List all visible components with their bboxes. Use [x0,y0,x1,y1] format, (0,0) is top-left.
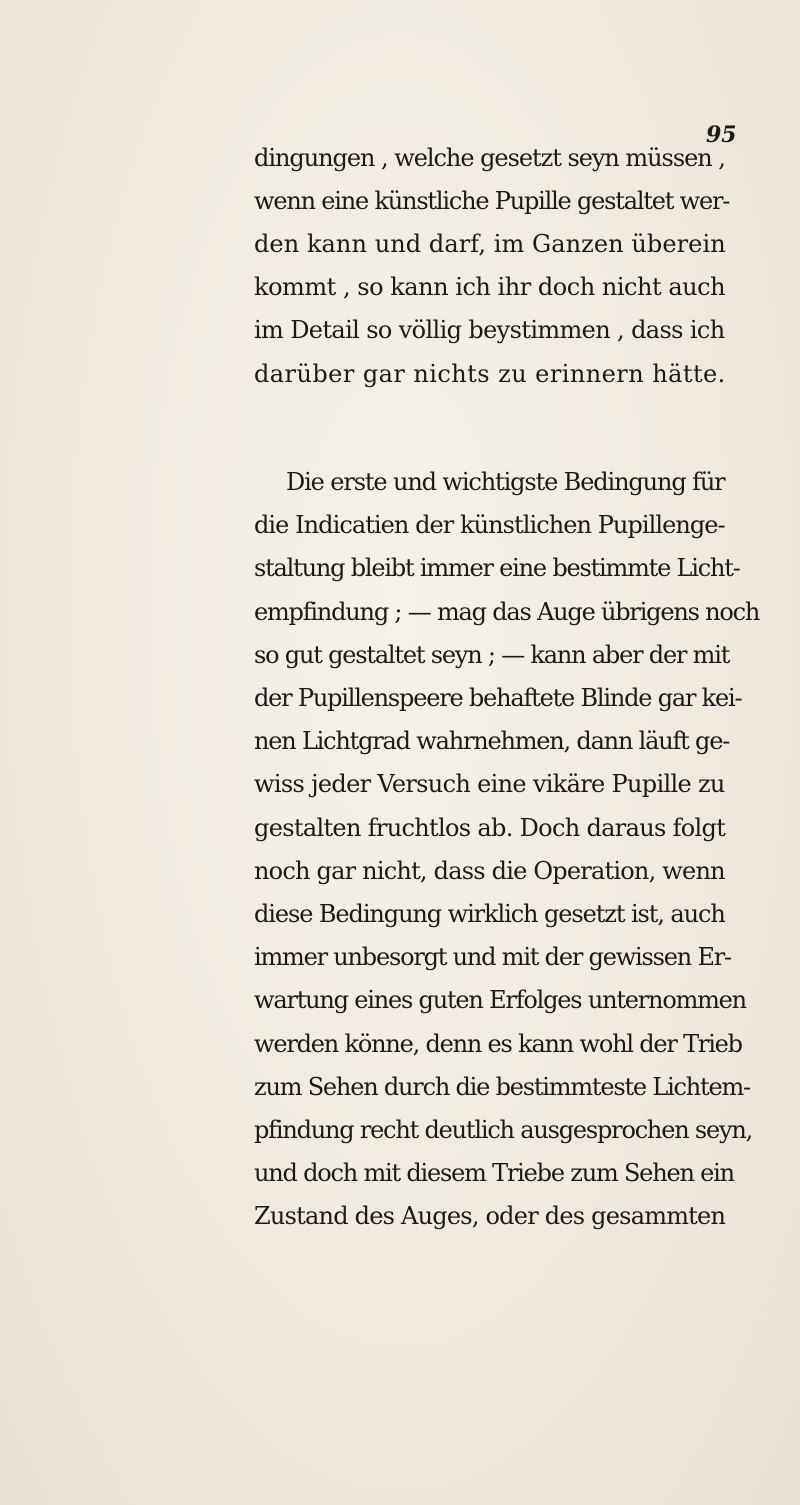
text-line: den kann und darf, im Ganzen überein [254,230,726,258]
text-line: kommt , so kann ich ihr doch nicht auch [254,273,726,301]
text-line: dingungen , welche gesetzt seyn müssen , [254,144,725,172]
text-line: staltung bleibt immer eine bestimmte Licht- [254,554,740,582]
text-line: so gut gestaltet seyn ; — kann aber der mit [254,641,730,669]
text-line: Die erste und wichtigste Bedingung für [286,468,725,496]
text-line: die Indicatien der künstlichen Pupillenge- [254,511,725,539]
text-line: der Pupillenspeere behaftete Blinde gar kei- [254,684,742,712]
page-number: 95 [706,122,737,148]
text-line: empfindung ; — mag das Auge übrigens noch [254,598,760,626]
text-line: noch gar nicht, dass die Operation, wenn [254,857,725,885]
text-line: pfindung recht deutlich ausgesprochen seyn, [254,1116,753,1144]
text-line: und doch mit diesem Triebe zum Sehen ein [254,1159,734,1187]
text-line: wiss jeder Versuch eine vikäre Pupille zu [254,770,725,798]
text-line: im Detail so völlig beystimmen , dass ich [254,316,725,344]
text-line: darüber gar nichts zu erinnern hätte. [254,360,726,388]
text-line: wenn eine künstliche Pupille gestaltet wer- [254,187,730,215]
text-line: wartung eines guten Erfolges unternommen [254,986,746,1014]
text-line: werden könne, denn es kann wohl der Trieb [254,1030,742,1058]
text-line: diese Bedingung wirklich gesetzt ist, auch [254,900,725,928]
text-line: immer unbesorgt und mit der gewissen Er- [254,943,731,971]
text-line: Zustand des Auges, oder des gesammten [254,1202,726,1230]
text-line: zum Sehen durch die bestimmteste Lichtem- [254,1073,750,1101]
text-line: gestalten fruchtlos ab. Doch daraus folgt [254,814,726,842]
text-line: nen Lichtgrad wahrnehmen, dann läuft ge- [254,727,730,755]
